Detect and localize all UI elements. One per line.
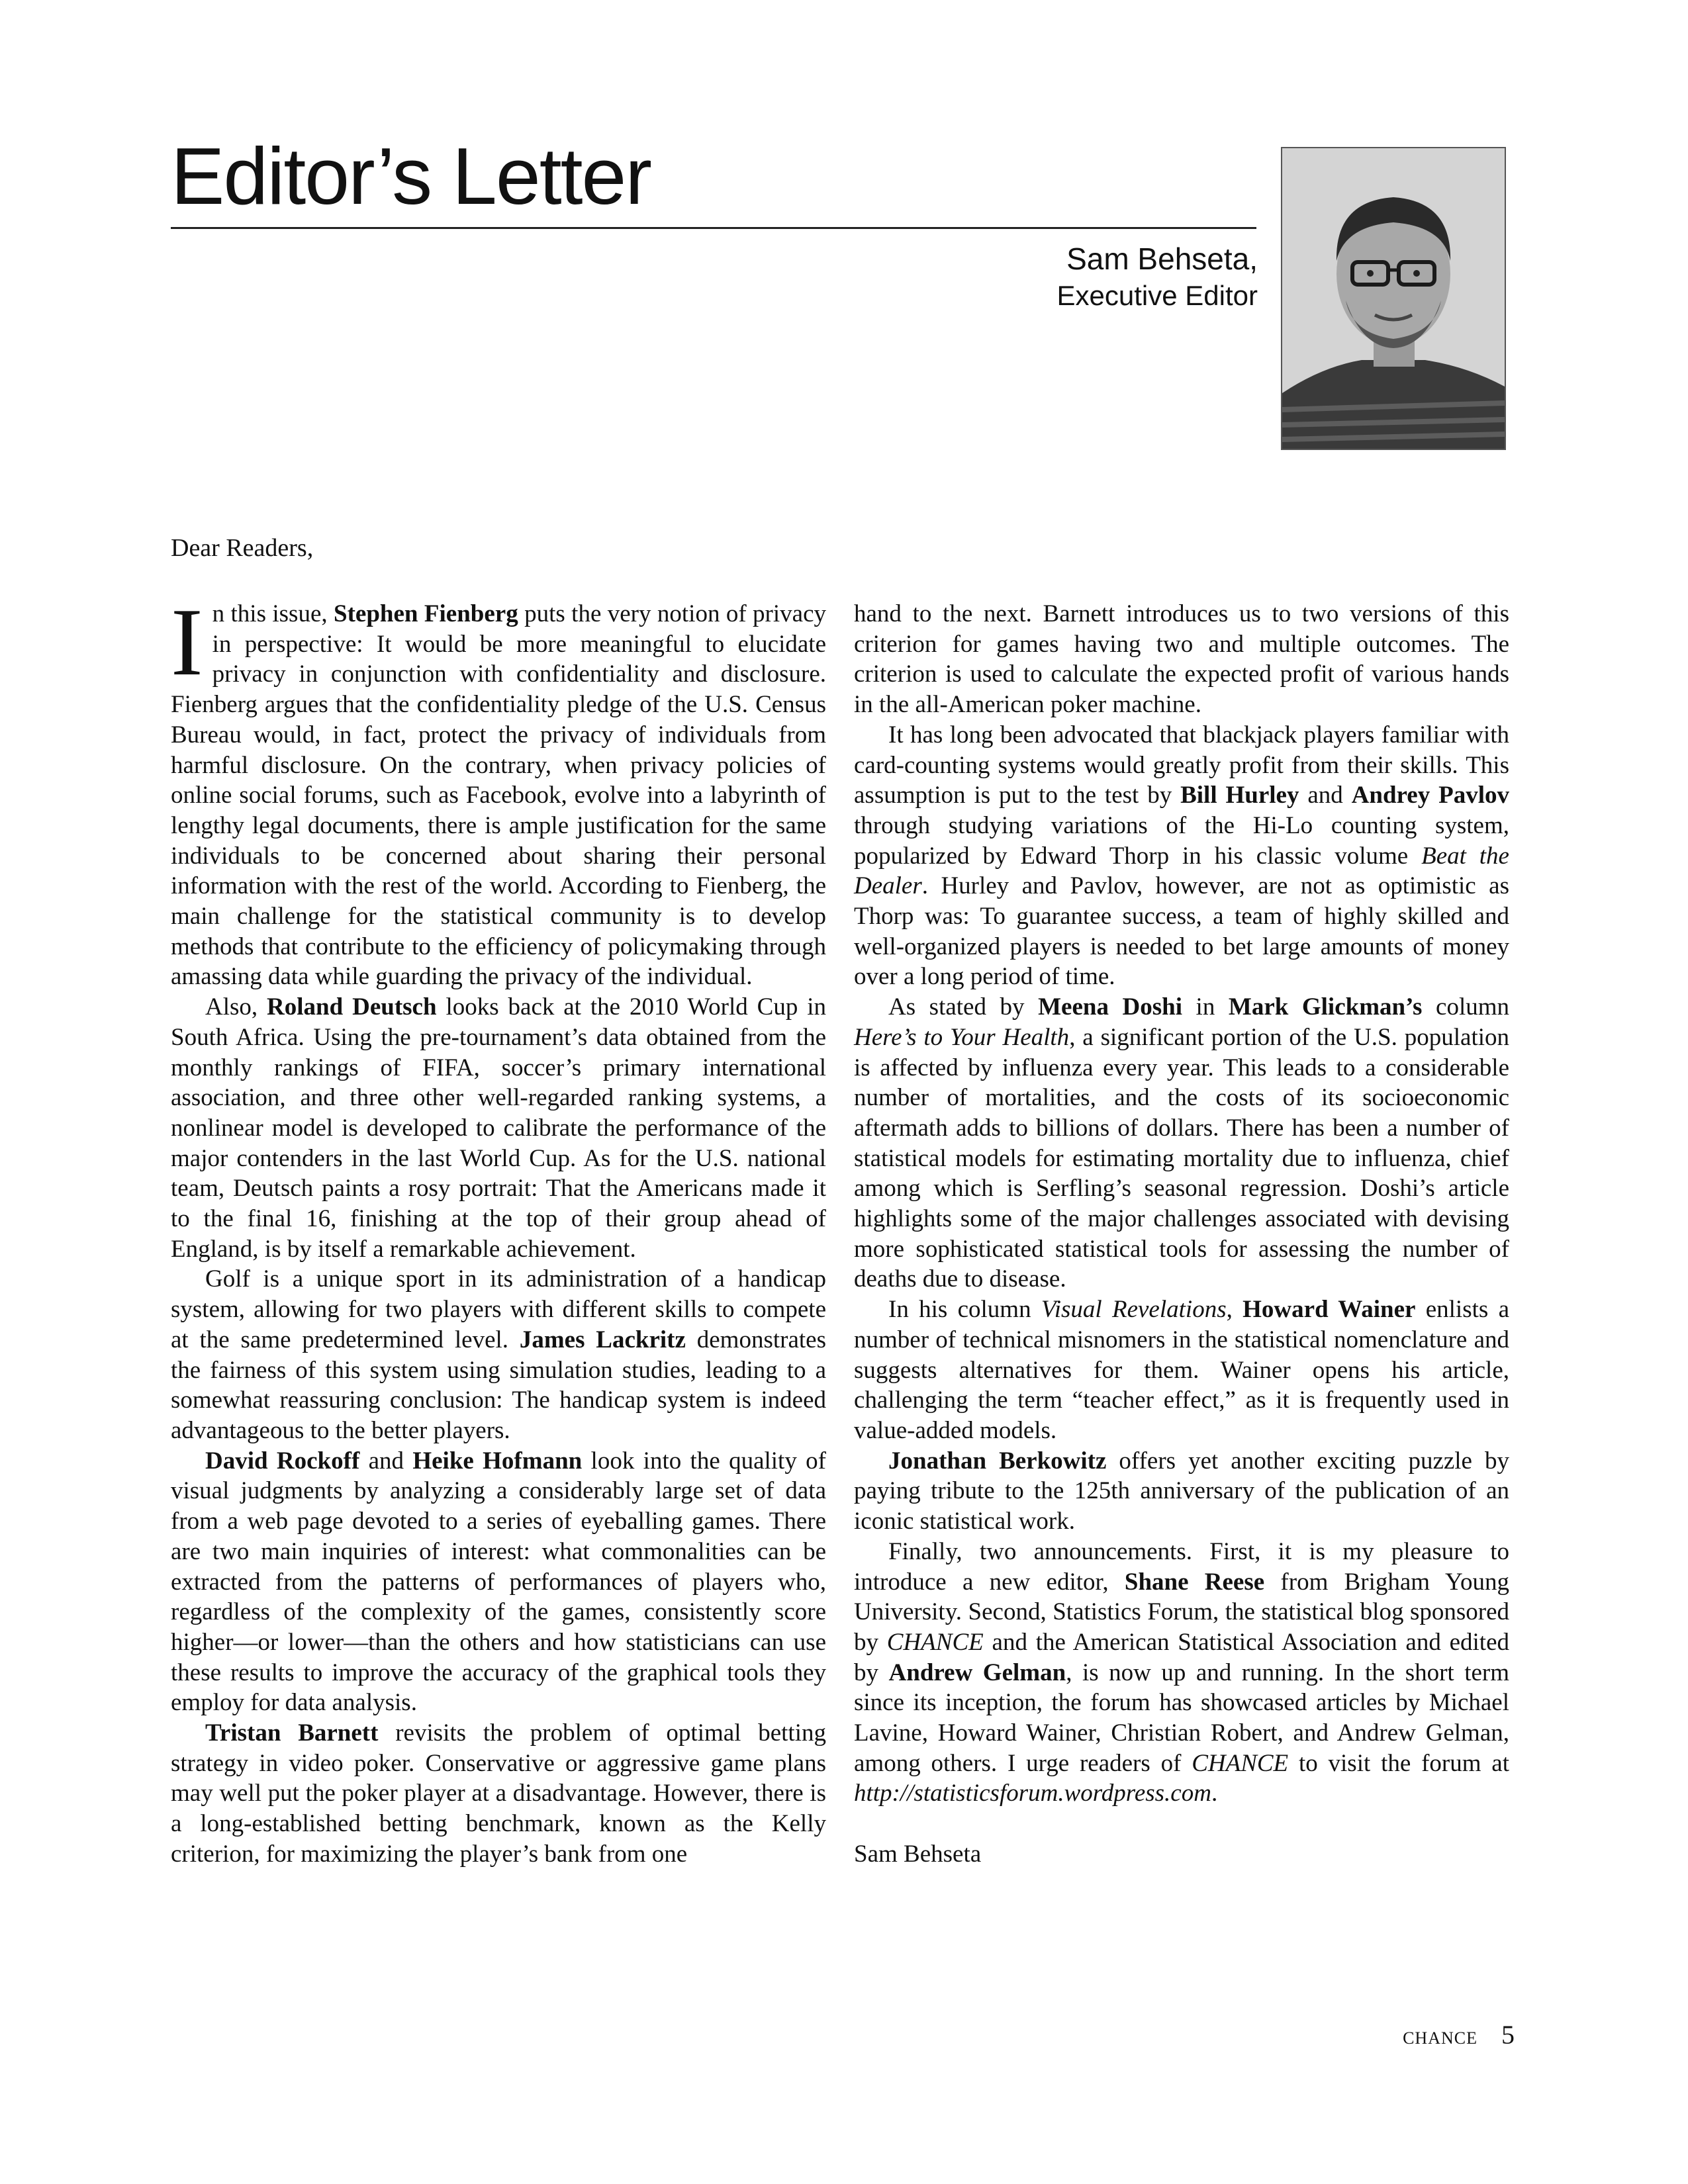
- author-name: Sam Behseta,: [1066, 242, 1258, 276]
- contributor-name: Mark Glickman’s: [1228, 993, 1423, 1021]
- author-photo: [1281, 147, 1506, 450]
- paragraph: Golf is a unique sport in its administration of a handicap system, allowing for two players with different skills to compete at the same predetermined level. James Lackritz demonstrates the fairness of this system using simulation studies, leading to a somewhat reassuring conclusion: The handicap system is indeed advantageous to the better players.: [171, 1265, 826, 1444]
- paragraph: Also, Roland Deutsch looks back at the 2010 World Cup in South Africa. Using the pre-tournament’s data obtained from the monthly rankings of FIFA, soccer’s primary international association, and three other well-regarded ranking systems, a nonlinear model is developed to calibrate the performance of the major contenders in the last World Cup. As for the U.S. national team, Deutsch paints a rosy portrait: That the Americans made it to the final 16, finishing at the top of their group ahead of England, is by itself a remarkable achievement.: [171, 993, 826, 1263]
- contributor-name: Heike Hofmann: [412, 1447, 583, 1475]
- greeting: Dear Readers,: [171, 534, 314, 562]
- contributor-name: Stephen Fienberg: [334, 600, 518, 627]
- paragraph: Tristan Barnett revisits the problem of optimal betting strategy in video poker. Conservative or aggressive game plans may well put the poker player at a disadvantage. However, there is a long-established betting benchmark, known as the Kelly criterion, for maximizing the player’s bank from one: [171, 1719, 826, 1868]
- contributor-name: Andrew Gelman: [888, 1659, 1066, 1686]
- article-column-left: [171, 588, 827, 1870]
- paragraph: David Rockoff and Heike Hofmann look into the quality of visual judgments by analyzing a considerably large set of data from a web page devoted to a series of eyeballing games. There are two main inquiries of interest: what commonalities can be extracted from the patterns of performances of players who, regardless of the complexity of the games, consistently score higher—or lower—than the others and how statisticians can use these results to improve the accuracy of the graphical tools they employ for data analysis.: [171, 1447, 826, 1717]
- paragraph: hand to the next. Barnett introduces us to two versions of this criterion for games having two and multiple outcomes. The criterion is used to calculate the expected profit of various hands in the all-American poker machine.: [854, 600, 1509, 719]
- paragraph: Jonathan Berkowitz offers yet another exciting puzzle by paying tribute to the 125th anniversary of the publication of an iconic statistical work.: [854, 1447, 1509, 1535]
- contributor-name: James Lackritz: [519, 1326, 686, 1353]
- book-title: Beat the Dealer: [854, 842, 1509, 900]
- paragraph: Finally, two announcements. First, it is my pleasure to introduce a new editor, Shane Reese from Brigham Young University. Second, Statistics Forum, the statistical blog sponsored by CHANCE and the American Statistical Association and edited by Andrew Gelman, is now up and running. In the short term since its inception, the forum has showcased articles by Michael Lavine, Howard Wainer, Christian Robert, and Andrew Gelman, among others. I urge readers of CHANCE to visit the forum at http://statisticsforum.wordpress.com.: [854, 1537, 1510, 1807]
- title-rule: [171, 227, 1256, 229]
- author-role: Executive Editor: [1056, 280, 1258, 311]
- contributor-name: Roland Deutsch: [267, 993, 437, 1021]
- contributor-name: Howard Wainer: [1243, 1296, 1416, 1324]
- page-footer: [1403, 2019, 1515, 2055]
- signoff: Sam Behseta: [854, 1841, 982, 1868]
- paragraph: It has long been advocated that blackjack players familiar with card-counting systems would greatly profit from their skills. This assumption is put to the test by Bill Hurley and Andrey Pavlov through studying variations of the Hi-Lo counting system, popularized by Edward Thorp in his classic volume Beat the Dealer. Hurley and Pavlov, however, are not as optimistic as Thorp was: To guarantee success, a team of highly skilled and well-organized players is needed to bet large amounts of money over a long period of time.: [854, 721, 1509, 991]
- contributor-name: Tristan Barnett: [205, 1719, 379, 1747]
- contributor-name: Andrey Pavlov: [1351, 782, 1509, 809]
- journal-name: CHANCE: [886, 1628, 984, 1656]
- author-byline: [1057, 240, 1258, 314]
- paragraph: As stated by Meena Doshi in Mark Glickman’s column Here’s to Your Health, a significant portion of the U.S. population is affected by influenza every year. This leads to a considerable number of mortalities, and the costs of its socioeconomic aftermath adds to billions of dollars. There has been a number of statistical models for estimating mortality due to influenza, chief among which is Serfling’s seasonal regression. Doshi’s article highlights some of the major challenges associated with devising more sophisticated statistical tools for assessing the number of deaths due to disease.: [854, 993, 1510, 1293]
- contributor-name: David Rockoff: [205, 1447, 360, 1475]
- paragraph: In this issue, Stephen Fienberg puts the very notion of privacy in perspective: It would be more meaningful to elucidate privacy in conjunction with confidentiality and disclosure. Fienberg argues that the confidentiality pledge of the U.S. Census Bureau would, in fact, protect the privacy of individuals from harmful disclosure. On the contrary, when privacy policies of online social forums, such as Facebook, evolve into a labyrinth of lengthy legal documents, there is ample justification for the same individuals to be concerned about sharing their personal information with the rest of the world. According to Fienberg, the main challenge for the statistical community is to develop methods that contribute to the efficiency of policymaking through amassing data while guarding the privacy of the individual.: [171, 588, 827, 991]
- journal-name: CHANCE: [1192, 1749, 1289, 1777]
- contributor-name: Bill Hurley: [1180, 782, 1299, 809]
- article-column-right: [854, 599, 1509, 1870]
- page-title: Editor’s Letter: [171, 131, 651, 221]
- forum-url[interactable]: http://statisticsforum.wordpress.com: [854, 1780, 1211, 1807]
- contributor-name: Meena Doshi: [1038, 993, 1182, 1021]
- contributor-name: Shane Reese: [1124, 1568, 1265, 1596]
- journal-name-footer: CHANCE: [1403, 2028, 1477, 2048]
- page-number: 5: [1501, 2020, 1515, 2050]
- column-title: Here’s to Your Health: [854, 1023, 1070, 1051]
- contributor-name: Jonathan Berkowitz: [888, 1447, 1107, 1475]
- column-title: Visual Revelations: [1041, 1296, 1227, 1324]
- paragraph: In his column Visual Revelations, Howard Wainer enlists a number of technical misnomers in the statistical nomenclature and suggests alternatives for them. Wainer opens his article, challenging the term “teacher effect,” as it is frequently used in value-added models.: [854, 1296, 1510, 1444]
- drop-cap: I: [171, 588, 203, 696]
